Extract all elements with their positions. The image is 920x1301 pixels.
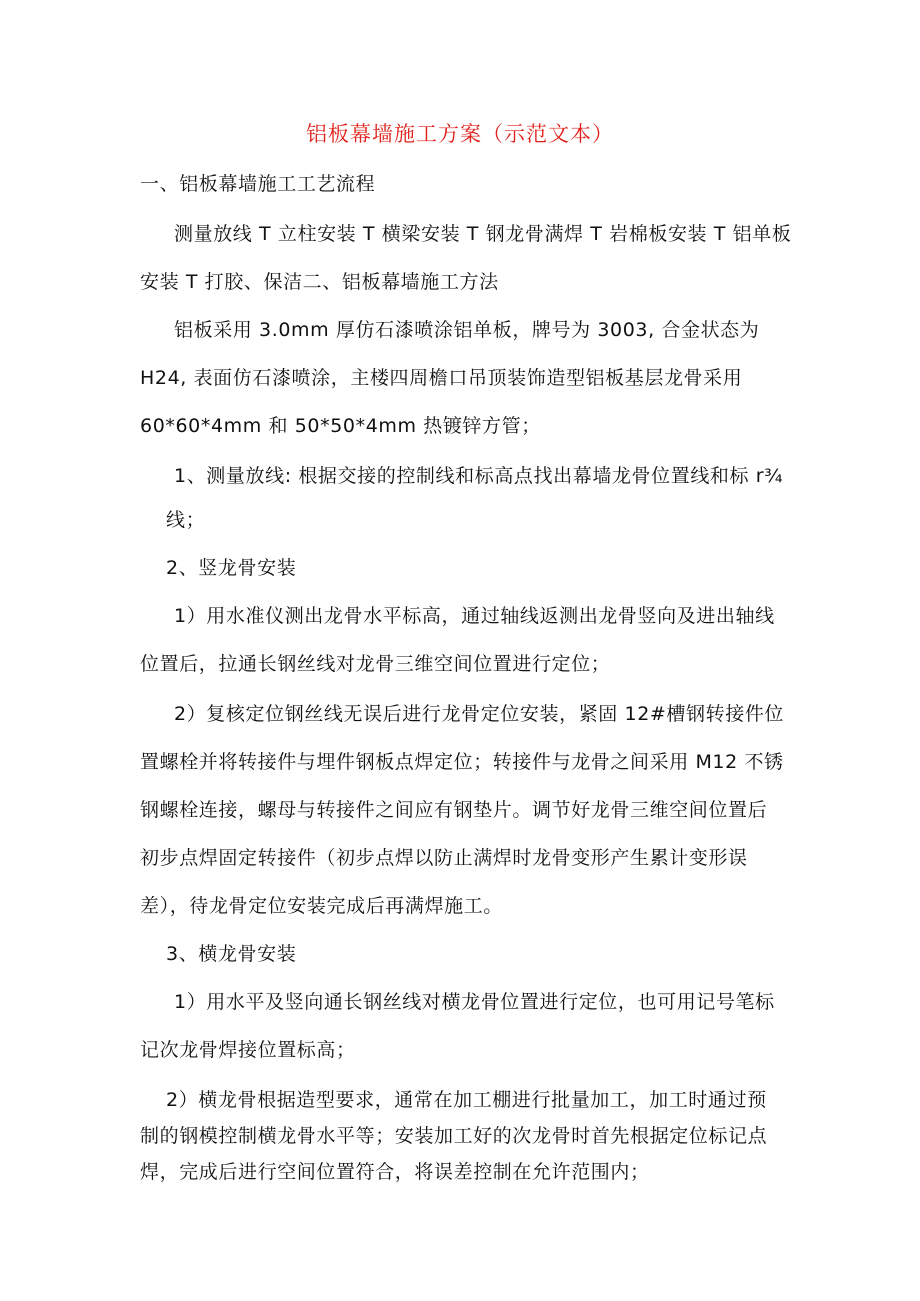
- text-line: 2）复核定位钢丝线无误后进行龙骨定位安装，紧固 12#槽钢转接件位: [174, 703, 785, 725]
- text-line: 测量放线 T 立柱安装 T 横梁安装 T 钢龙骨满焊 T 岩棉板安装 T 铝单板: [174, 223, 792, 245]
- text-line: 焊，完成后进行空间位置符合，将误差控制在允许范围内；: [140, 1161, 650, 1183]
- subsection-heading: 2、竖龙骨安装: [166, 557, 297, 579]
- text-line: 置螺栓并将转接件与埋件钢板点焊定位；转接件与龙骨之间采用 M12 不锈: [140, 751, 784, 773]
- text-line: 1）用水准仪测出龙骨水平标高，通过轴线返测出龙骨竖向及进出轴线: [174, 605, 775, 627]
- document-title: 铝板幕墙施工方案（示范文本）: [306, 122, 614, 146]
- text-line: 安装 T 打胶、保洁二、铝板幕墙施工方法: [140, 271, 499, 293]
- text-line: 线；: [166, 509, 206, 531]
- section-heading: 一、铝板幕墙施工工艺流程: [140, 173, 376, 195]
- text-line: 2）横龙骨根据造型要求，通常在加工棚进行批量加工，加工时通过预: [166, 1089, 767, 1111]
- text-line: 铝板采用 3.0mm 厚仿石漆喷涂铝单板，牌号为 3003, 合金状态为: [174, 319, 760, 341]
- text-line: 60*60*4mm 和 50*50*4mm 热镀锌方管；: [140, 415, 541, 437]
- text-line: 差），待龙骨定位安装完成后再满焊施工。: [140, 895, 503, 917]
- text-line: 钢螺栓连接，螺母与转接件之间应有钢垫片。调节好龙骨三维空间位置后: [140, 799, 768, 821]
- text-line: 1）用水平及竖向通长钢丝线对横龙骨位置进行定位，也可用记号笔标: [174, 991, 775, 1013]
- text-line: 制的钢模控制横龙骨水平等；安装加工好的次龙骨时首先根据定位标记点: [140, 1125, 768, 1147]
- text-line: H24, 表面仿石漆喷涂，主楼四周檐口吊顶装饰造型铝板基层龙骨采用: [140, 367, 743, 389]
- text-line: 位置后，拉通长钢丝线对龙骨三维空间位置进行定位；: [140, 653, 611, 675]
- text-line: 初步点焊固定转接件（初步点焊以防止满焊时龙骨变形产生累计变形误: [140, 847, 748, 869]
- text-line: 1、测量放线: 根据交接的控制线和标高点找出幕墙龙骨位置线和标 r¾: [174, 465, 784, 487]
- text-line: 记次龙骨焊接位置标高；: [140, 1039, 356, 1061]
- subsection-heading: 3、横龙骨安装: [166, 943, 297, 965]
